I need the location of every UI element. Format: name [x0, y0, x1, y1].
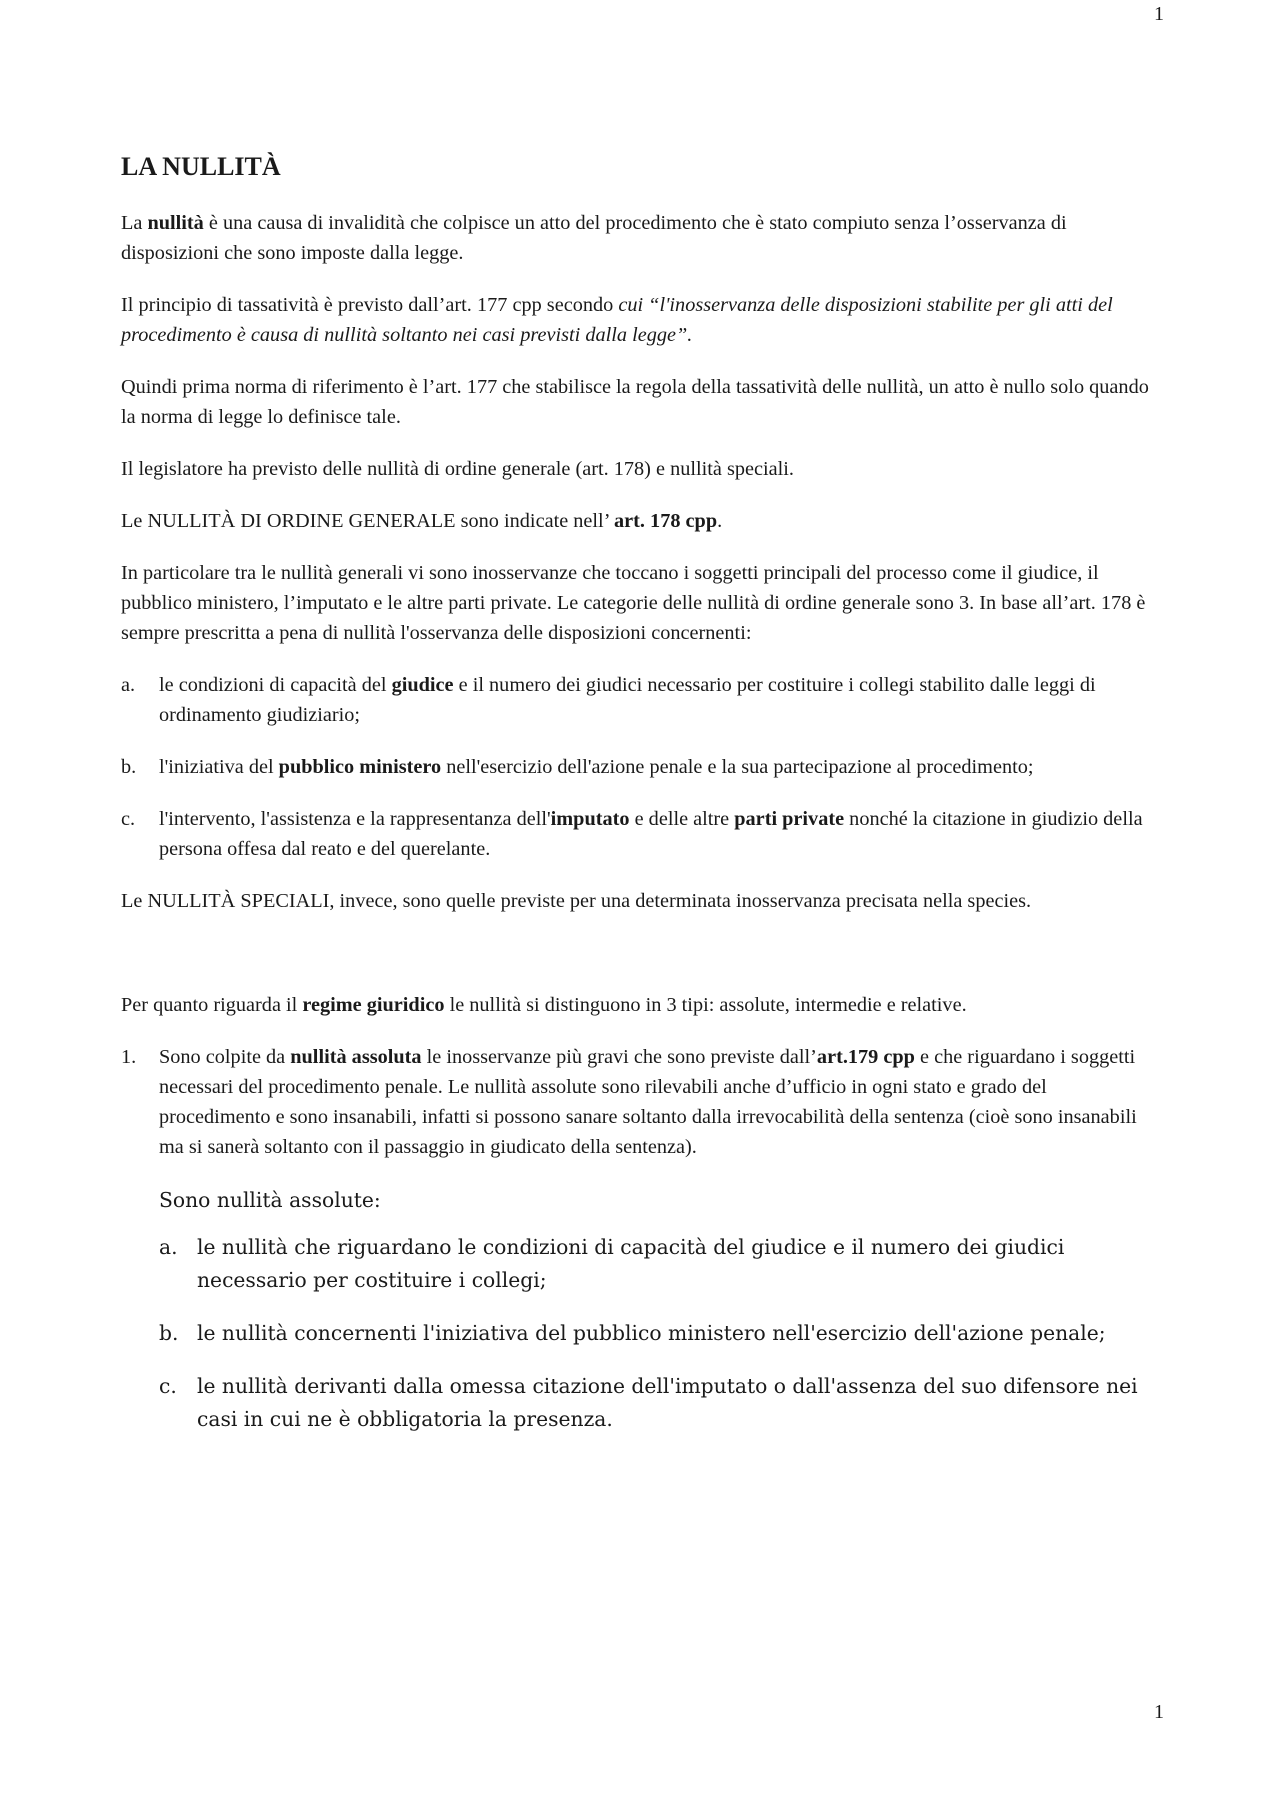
paragraph-general-detail: In particolare tra le nullità generali vi sono inosservanze che toccano i soggetti principali del processo come il giudice, il pubblico ministero, l’imputato e le altre parti private. Le categorie delle nullità di ordine generale sono 3. In base all’art. 178 è sempre prescritta a pena di nullità l'osservanza delle disposizioni concernenti: — [121, 562, 1146, 644]
page-number-bottom: 1 — [1154, 1701, 1164, 1723]
document-body — [121, 150, 1163, 1458]
regime-list — [121, 1042, 1163, 1162]
list-item: b. l'iniziativa del pubblico ministero nell'esercizio dell'azione penale e la sua partecipazione al procedimento; — [121, 756, 1034, 778]
paragraph-definition: La nullità è una causa di invalidità che colpisce un atto del procedimento che è stato compiuto senza l’osservanza di disposizioni che sono imposte dalla legge. — [121, 212, 1067, 264]
paragraph-regime: Per quanto riguarda il regime giuridico le nullità si distinguono in 3 tipi: assolute, intermedie e relative. — [121, 994, 967, 1016]
paragraph-special: Le NULLITÀ SPECIALI, invece, sono quelle previste per una determinata inosservanza precisata nella species. — [121, 890, 1032, 912]
absolute-nullity-section — [121, 1184, 1163, 1436]
page-number-top: 1 — [1154, 3, 1164, 25]
page-title: LA NULLITÀ — [121, 152, 281, 181]
paragraph-general: Le NULLITÀ DI ORDINE GENERALE sono indicate nell’ art. 178 cpp. — [121, 510, 723, 532]
list-item: 1. Sono colpite da nullità assoluta le inosservanze più gravi che sono previste dall’art.179 cpp e che riguardano i soggetti necessari del procedimento penale. Le nullità assolute sono rilevabili anche d’ufficio in ogni stato e grado del procedimento e sono insanabili, infatti si possono sanare soltanto dalla irrevocabilità della sentenza (cioè sono insanabili ma si sanerà soltanto con il passaggio in giudicato della sentenza). — [121, 1046, 1137, 1158]
spacer — [121, 938, 1163, 990]
list-item: b. le nullità concernenti l'iniziativa del pubblico ministero nell'esercizio dell'azione penale; — [159, 1321, 1106, 1345]
list-item: c. le nullità derivanti dalla omessa citazione dell'imputato o dall'assenza del suo difensore nei casi in cui ne è obbligatoria la presenza. — [159, 1374, 1138, 1431]
paragraph-types: Il legislatore ha previsto delle nullità di ordine generale (art. 178) e nullità speciali. — [121, 458, 794, 480]
general-nullity-list — [121, 670, 1163, 864]
list-item: a. le condizioni di capacità del giudice e il numero dei giudici necessario per costituire i collegi stabilito dalle leggi di ordinamento giudiziario; — [121, 674, 1096, 726]
paragraph-tassativita: Il principio di tassatività è previsto dall’art. 177 cpp secondo cui “l'inosservanza delle disposizioni stabilite per gli atti del procedimento è causa di nullità soltanto nei casi previsti dalla legge”. — [121, 294, 1113, 346]
list-item: c. l'intervento, l'assistenza e la rappresentanza dell'imputato e delle altre parti private nonché la citazione in giudizio della persona offesa dal reato e del querelante. — [121, 808, 1143, 860]
absolute-intro: Sono nullità assolute: — [159, 1188, 381, 1212]
paragraph-art-177: Quindi prima norma di riferimento è l’art. 177 che stabilisce la regola della tassatività delle nullità, un atto è nullo solo quando la norma di legge lo definisce tale. — [121, 376, 1149, 428]
absolute-nullity-list — [159, 1231, 1163, 1436]
list-item: a. le nullità che riguardano le condizioni di capacità del giudice e il numero dei giudici necessario per costituire i collegi; — [159, 1235, 1065, 1292]
